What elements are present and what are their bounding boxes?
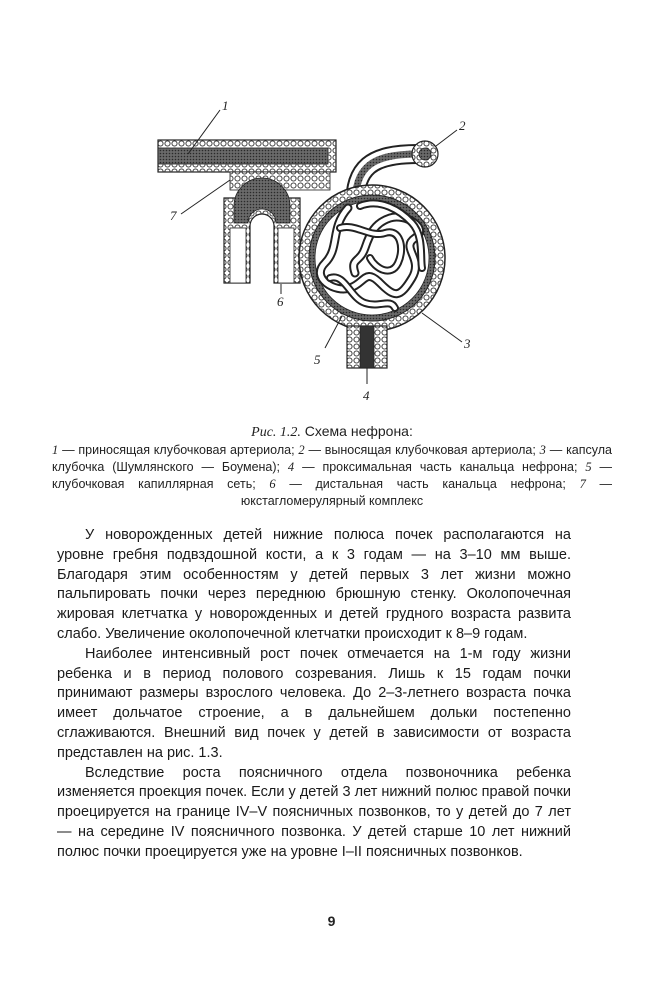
paragraph: Вследствие роста поясничного отдела позвоночника ребенка изменяется проекция почек. Если у детей 3 лет нижний полюс правой почки проецируется на границе IV–V поясничных позвонков, то у детей до 7 лет — на середине IV поясничного позвонка. У детей старше 10 лет нижний полюс почки проецируется уже на уровне I–II поясничных позвонков. bbox=[57, 764, 571, 860]
legend-num: 3 bbox=[539, 443, 546, 457]
legend-num: 7 bbox=[579, 477, 586, 491]
label-3: 3 bbox=[464, 336, 471, 351]
legend-text: — приносящая клубочковая артериола; bbox=[58, 443, 299, 457]
page-number: 9 bbox=[327, 913, 336, 929]
label-6: 6 bbox=[277, 294, 284, 309]
afferent-arteriole bbox=[158, 140, 336, 172]
caption-ref: Рис. 1.2. bbox=[251, 425, 301, 440]
body-text bbox=[57, 526, 571, 863]
legend-num: 5 bbox=[585, 460, 592, 474]
legend-num: 1 bbox=[52, 443, 59, 457]
legend-text: — выносящая клубочковая артериола; bbox=[304, 443, 540, 457]
legend-num: 4 bbox=[287, 460, 295, 474]
distal-tubule bbox=[224, 178, 300, 283]
label-2: 2 bbox=[459, 118, 466, 133]
legend-text: — клубочковая капиллярная сеть; bbox=[52, 460, 612, 491]
legend-text: — проксимальная часть канальца нефрона; bbox=[294, 460, 586, 474]
caption-legend bbox=[52, 442, 612, 510]
proximal-tubule bbox=[347, 326, 387, 368]
legend-text: — капсула клубочка (Шумлянского — Боумена); bbox=[52, 443, 613, 474]
label-1: 1 bbox=[222, 98, 229, 113]
figure-caption bbox=[52, 423, 612, 510]
label-5: 5 bbox=[314, 352, 321, 367]
legend-num: 2 bbox=[298, 443, 305, 457]
nephron-diagram bbox=[150, 98, 480, 413]
label-4: 4 bbox=[363, 388, 370, 403]
legend-num: 6 bbox=[269, 477, 276, 491]
paragraph: У новорожденных детей нижние полюса почек располагаются на уровне гребня подвздошной кости, а к 3 годам — на 3–10 мм выше. Благодаря этим особенностям у детей первых 3 лет жизни можно пальпировать почки через переднюю брюшную стенку. Околопочечная жировая клетчатка у новорожденных и детей грудного возраста развита слабо. Увеличение околопочечной клетчатки происходит к 8–9 годам. bbox=[57, 527, 571, 642]
paragraph: Наиболее интенсивный рост почек отмечается на 1-м году жизни ребенка и в период полового созревания. Лишь к 15 годам почки принимают размеры взрослого человека. До 2–3-летнего возраста почка имеет дольчатое строение, а в дальнейшем дольки постепенно сглаживаются. Внешний вид почек у детей в зависимости от возраста представлен на рис. 1.3. bbox=[57, 645, 571, 761]
caption-title-line bbox=[52, 423, 612, 441]
caption-title: Схема нефрона: bbox=[304, 423, 413, 439]
nephron-figure bbox=[150, 98, 480, 413]
legend-text: — юкстагломерулярный комплекс bbox=[240, 477, 613, 508]
legend-text: — дистальная часть канальца нефрона; bbox=[275, 477, 580, 491]
label-7: 7 bbox=[170, 208, 177, 223]
